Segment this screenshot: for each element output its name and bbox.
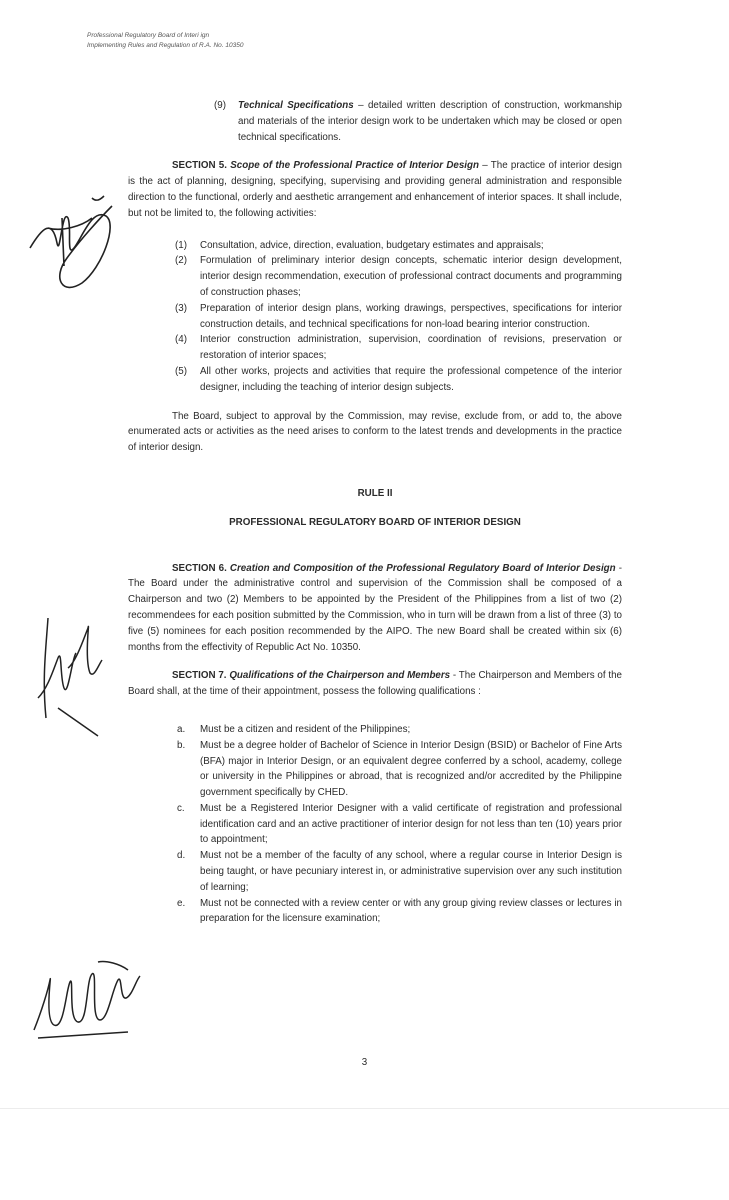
definition-text: – detailed written description of construction, workmanship and materials of the interior design work to be undertaken which may be closed or open technical specifications. (238, 100, 622, 143)
item-number: c. (177, 802, 185, 814)
item-text: Consultation, advice, direction, evaluation, budgetary estimates and appraisals; (200, 239, 544, 251)
section-label: SECTION 6. (172, 562, 227, 574)
item-number: b. (177, 739, 186, 751)
section-text: – The practice of interior design is the act of planning, designing, specifying, supervising and providing general administration and responsible direction to the functional, orderly and aesthetic arrangement and enhancement of interior spaces. It shall include, but not be limited to, the following activities: (128, 160, 622, 219)
page-bottom-divider (0, 1108, 729, 1109)
document-body (128, 98, 622, 927)
page-number: 3 (361, 1057, 368, 1068)
item-text: Must not be connected with a review center or with any group giving review classes or lectures in preparation for the licensure examination; (200, 897, 622, 925)
item-text: Must be a degree holder of Bachelor of Science in Interior Design (BSID) or Bachelor of Fine Arts (BFA) major in Interior Design, or an equivalent degree conferred by a school, academy, college or university in the Philippines or abroad, that is recognized and/or accredited by the Philippine government specifically by CHED. (200, 739, 622, 799)
item-text: All other works, projects and activities that require the professional competence of the interior designer, including the teaching of interior design subjects. (200, 365, 622, 393)
list-item (128, 801, 622, 848)
item-number: (9) (214, 100, 226, 111)
list-item (128, 253, 622, 300)
section-text: - The Chairperson and Members of the Board shall, at the time of their appointment, possess the following qualifications : (128, 670, 622, 698)
item-number: a. (177, 723, 186, 735)
list-item (128, 364, 622, 396)
definition-technical-specifications (214, 98, 622, 145)
term: Technical Specifications (238, 100, 354, 111)
section-label: SECTION 5. (172, 160, 227, 172)
section-title: Qualifications of the Chairperson and Members (229, 670, 451, 682)
header-line-1: Professional Regulatory Board of Interi ign (87, 32, 210, 39)
item-number: d. (177, 850, 186, 862)
item-number: (1) (175, 239, 187, 251)
item-number: (5) (175, 365, 187, 377)
list-item (128, 848, 622, 895)
item-text: Must be a citizen and resident of the Philippines; (200, 723, 411, 735)
item-number: (2) (175, 255, 187, 267)
section-text: - The Board under the administrative control and supervision of the Commission shall be composed of a Chairperson and two (2) Members to be appointed by the President of the Philippines from a list of two (2) recommendees for each position submitted by the Commission, who in turn will be drawn from a list of three (3) to five (5) nominees for each position recommended by the AIPO. The new Board shall be created within six (6) months from the effectivity of Republic Act No. 10350. (128, 562, 622, 653)
section-label: SECTION 7. (172, 670, 227, 682)
section-7-qualifications (128, 722, 622, 927)
item-text: Preparation of interior design plans, working drawings, perspectives, specifications for interior construction details, and technical specifications for non-load bearing interior construction. (200, 302, 622, 330)
item-text: Must be a Registered Interior Designer with a valid certificate of registration and professional identification card and an active practitioner of interior design for not less than ten (10) years prior to appointment; (200, 802, 622, 846)
section-title: Creation and Composition of the Professional Regulatory Board of Interior Design (229, 562, 616, 574)
section-title: Scope of the Professional Practice of Interior Design (230, 160, 479, 172)
list-item (128, 896, 622, 928)
list-item (128, 332, 622, 364)
section-7 (128, 668, 622, 700)
header-line-2: Implementing Rules and Regulation of R.A. No. 10350 (87, 42, 244, 49)
document-header (87, 31, 243, 51)
signature-2-icon (28, 598, 113, 748)
rule-title: PROFESSIONAL REGULATORY BOARD OF INTERIOR DESIGN (229, 516, 521, 528)
signature-3-icon (28, 950, 146, 1045)
item-number: e. (177, 897, 186, 909)
list-item (128, 301, 622, 333)
list-item (128, 738, 622, 801)
section-5-activities (128, 238, 622, 396)
section-5 (128, 158, 622, 221)
list-item (128, 238, 622, 254)
item-text: Must not be a member of the faculty of any school, where a regular course in Interior Design is being taught, or have pecuniary interest in, or administrative supervision over any such institution of learning; (200, 850, 622, 893)
item-number: (3) (175, 302, 187, 314)
section-6 (128, 561, 622, 656)
rule-number: RULE II (357, 487, 393, 499)
item-text: Formulation of preliminary interior design concepts, schematic interior design development, interior design recommendation, execution of professional contract documents and programming of construction phases; (200, 255, 622, 298)
signature-1-icon (22, 188, 122, 298)
list-item (128, 722, 622, 738)
section-5-closing: The Board, subject to approval by the Commission, may revise, exclude from, or add to, the above enumerated acts or activities as the need arises to conform to the latest trends and developments in the practice of interior design. (128, 410, 622, 454)
item-text: Interior construction administration, supervision, coordination of revisions, preservation or restoration of interior spaces; (200, 334, 622, 362)
item-number: (4) (175, 334, 187, 346)
